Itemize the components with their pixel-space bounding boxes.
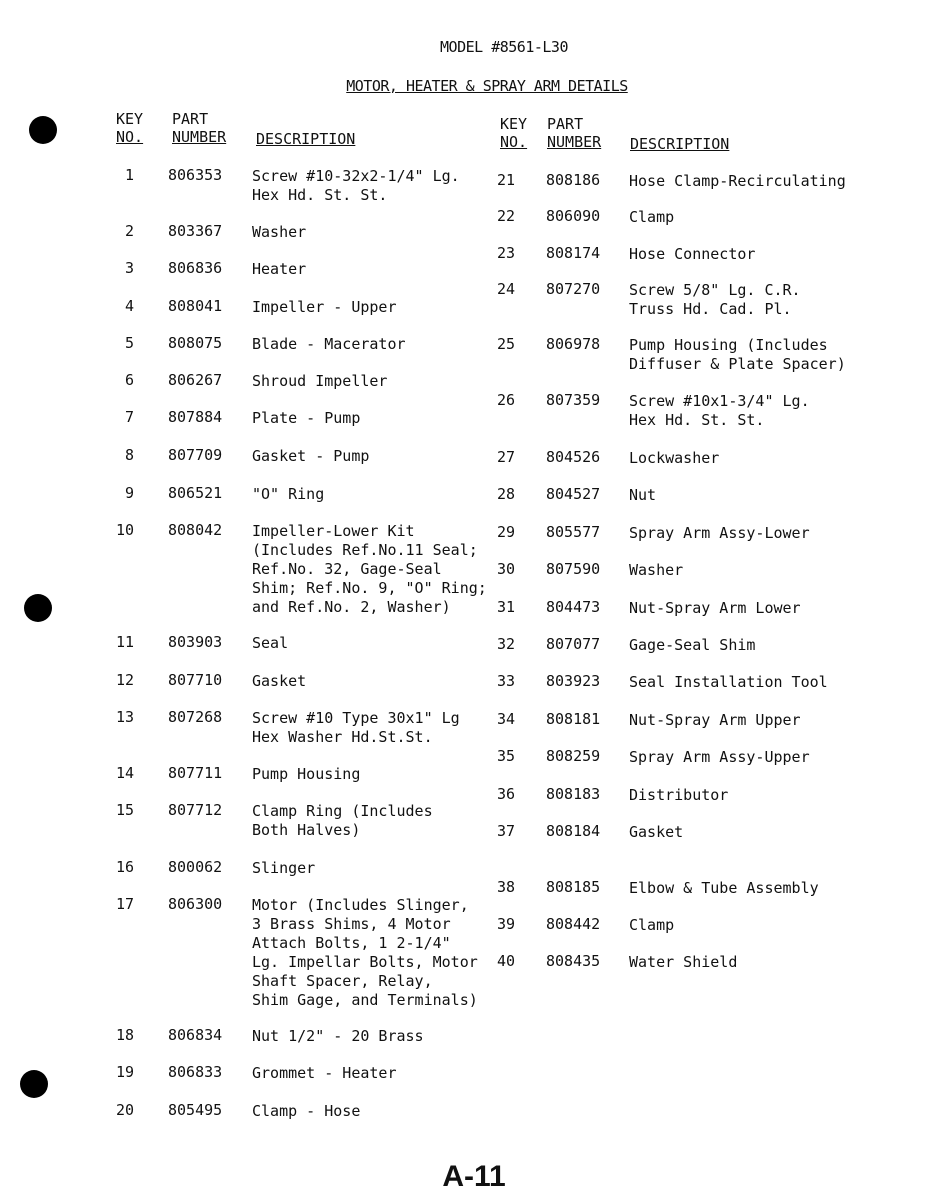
key-number: 35 (497, 747, 516, 765)
part-description: Lockwasher (629, 449, 720, 467)
key-number: 17 (115, 895, 134, 913)
part-number: 806090 (546, 207, 601, 225)
part-number: 806353 (168, 166, 223, 184)
part-description: Nut-Spray Arm Upper (629, 711, 801, 729)
key-number: 38 (497, 878, 516, 896)
key-number: 26 (497, 391, 516, 409)
part-number: 808185 (546, 878, 601, 896)
key-number: 14 (115, 764, 134, 782)
part-number: 800062 (168, 858, 223, 876)
part-number: 808186 (546, 171, 601, 189)
part-description: Gasket - Pump (252, 447, 370, 465)
part-description: Grommet - Heater (252, 1064, 397, 1082)
part-number: 806300 (168, 895, 223, 913)
left-description-header: DESCRIPTION (256, 130, 356, 148)
part-number: 807270 (546, 280, 601, 298)
model-number: MODEL #8561-L30 (440, 38, 568, 56)
key-number: 37 (497, 822, 516, 840)
key-number: 34 (497, 710, 516, 728)
part-description: Clamp (629, 208, 675, 226)
part-description: Seal Installation Tool (629, 673, 828, 691)
part-description: Clamp - Hose (252, 1102, 361, 1120)
key-number: 22 (497, 207, 516, 225)
key-number: 39 (497, 915, 516, 933)
part-description: Screw #10 Type 30x1" Lg Hex Washer Hd.St.St. (252, 709, 460, 746)
part-number: 806833 (168, 1063, 223, 1081)
part-description: Hose Connector (629, 245, 756, 263)
key-number: 10 (115, 521, 134, 539)
part-number: 806267 (168, 371, 223, 389)
left-key-header (116, 110, 143, 146)
part-description: Spray Arm Assy-Upper (629, 748, 810, 766)
key-header-line1: KEY (116, 110, 144, 128)
part-description: Clamp (629, 916, 675, 934)
part-number: 803903 (168, 633, 223, 651)
part-header-line2: NUMBER (547, 133, 602, 151)
part-description: Screw #10x1-3/4" Lg. Hex Hd. St. St. (629, 392, 810, 429)
right-description-header: DESCRIPTION (630, 135, 730, 153)
key-number: 40 (497, 952, 516, 970)
key-number: 18 (115, 1026, 134, 1044)
part-description: Impeller-Lower Kit (Includes Ref.No.11 Seal; Ref.No. 32, Gage-Seal Shim; Ref.No. 9, "O" Ring; and Ref.No. 2, Washer) (252, 522, 487, 616)
part-description: Impeller - Upper (252, 298, 397, 316)
part-number: 805577 (546, 523, 601, 541)
part-number: 806978 (546, 335, 601, 353)
key-number: 31 (497, 598, 516, 616)
key-number: 25 (497, 335, 516, 353)
part-description: Nut-Spray Arm Lower (629, 599, 801, 617)
key-number: 29 (497, 523, 516, 541)
part-description: Motor (Includes Slinger, 3 Brass Shims, 4 Motor Attach Bolts, 1 2-1/4" Lg. Impellar Bolts, Motor Shaft Spacer, Relay, Shim Gage, and Terminals) (252, 896, 478, 1009)
key-header-line2: NO. (500, 133, 528, 151)
key-number: 4 (124, 297, 134, 315)
part-number: 804527 (546, 485, 601, 503)
key-number: 2 (124, 222, 134, 240)
key-number: 23 (497, 244, 516, 262)
key-number: 28 (497, 485, 516, 503)
key-number: 24 (497, 280, 516, 298)
part-number: 806836 (168, 259, 223, 277)
key-number: 27 (497, 448, 516, 466)
part-number: 806521 (168, 484, 223, 502)
part-description: Elbow & Tube Assembly (629, 879, 819, 897)
part-description: Gasket (629, 823, 684, 841)
part-number: 803367 (168, 222, 223, 240)
part-description: Plate - Pump (252, 409, 361, 427)
part-description: Pump Housing (252, 765, 361, 783)
part-description: Seal (252, 634, 289, 652)
part-number: 808181 (546, 710, 601, 728)
part-number: 808174 (546, 244, 601, 262)
right-part-header (547, 115, 601, 151)
key-number: 5 (124, 334, 134, 352)
part-header-line1: PART (547, 115, 584, 133)
part-description: Spray Arm Assy-Lower (629, 524, 810, 542)
part-description: Washer (629, 561, 684, 579)
key-number: 21 (497, 171, 516, 189)
page-number: A-11 (442, 1160, 506, 1193)
part-description: "O" Ring (252, 485, 325, 503)
punch-hole-top (29, 116, 57, 144)
key-header-line1: KEY (500, 115, 528, 133)
part-number: 804526 (546, 448, 601, 466)
part-number: 807710 (168, 671, 223, 689)
key-header-line2: NO. (116, 128, 144, 146)
part-description: Nut 1/2" - 20 Brass (252, 1027, 424, 1045)
part-number: 807884 (168, 408, 223, 426)
part-description: Nut (629, 486, 657, 504)
key-number: 8 (124, 446, 134, 464)
part-header-line2: NUMBER (172, 128, 227, 146)
part-number: 804473 (546, 598, 601, 616)
right-key-header (500, 115, 527, 151)
part-number: 807359 (546, 391, 601, 409)
punch-hole-bottom (20, 1070, 48, 1098)
part-description: Screw #10-32x2-1/4" Lg. Hex Hd. St. St. (252, 167, 460, 204)
part-description: Clamp Ring (Includes Both Halves) (252, 802, 433, 839)
part-number: 807709 (168, 446, 223, 464)
part-number: 808042 (168, 521, 223, 539)
part-description: Water Shield (629, 953, 738, 971)
key-number: 15 (115, 801, 134, 819)
key-number: 32 (497, 635, 516, 653)
part-number: 808041 (168, 297, 223, 315)
key-number: 6 (124, 371, 134, 389)
key-number: 20 (115, 1101, 134, 1119)
key-number: 12 (115, 671, 134, 689)
key-number: 30 (497, 560, 516, 578)
part-number: 807590 (546, 560, 601, 578)
part-description: Washer (252, 223, 307, 241)
key-number: 36 (497, 785, 516, 803)
key-number: 11 (115, 633, 134, 651)
part-description: Gasket (252, 672, 307, 690)
part-description: Gage-Seal Shim (629, 636, 756, 654)
key-number: 13 (115, 708, 134, 726)
key-number: 16 (115, 858, 134, 876)
part-description: Hose Clamp-Recirculating (629, 172, 846, 190)
part-number: 803923 (546, 672, 601, 690)
part-number: 808435 (546, 952, 601, 970)
key-number: 9 (124, 484, 134, 502)
part-number: 807711 (168, 764, 223, 782)
part-description: Distributor (629, 786, 729, 804)
part-description: Pump Housing (Includes Diffuser & Plate Spacer) (629, 336, 846, 373)
part-number: 808183 (546, 785, 601, 803)
left-part-header (172, 110, 226, 146)
part-number: 808442 (546, 915, 601, 933)
key-number: 3 (124, 259, 134, 277)
part-description: Shroud Impeller (252, 372, 388, 390)
part-description: Screw 5/8" Lg. C.R. Truss Hd. Cad. Pl. (629, 281, 801, 318)
part-description: Blade - Macerator (252, 335, 406, 353)
part-description: Heater (252, 260, 307, 278)
key-number: 19 (115, 1063, 134, 1081)
part-number: 806834 (168, 1026, 223, 1044)
part-number: 808075 (168, 334, 223, 352)
punch-hole-middle (24, 594, 52, 622)
key-number: 7 (124, 408, 134, 426)
part-number: 807077 (546, 635, 601, 653)
part-number: 808184 (546, 822, 601, 840)
section-title: MOTOR, HEATER & SPRAY ARM DETAILS (346, 77, 628, 95)
key-number: 33 (497, 672, 516, 690)
part-number: 808259 (546, 747, 601, 765)
part-header-line1: PART (172, 110, 209, 128)
part-number: 807268 (168, 708, 223, 726)
part-number: 805495 (168, 1101, 223, 1119)
part-description: Slinger (252, 859, 316, 877)
part-number: 807712 (168, 801, 223, 819)
key-number: 1 (124, 166, 134, 184)
